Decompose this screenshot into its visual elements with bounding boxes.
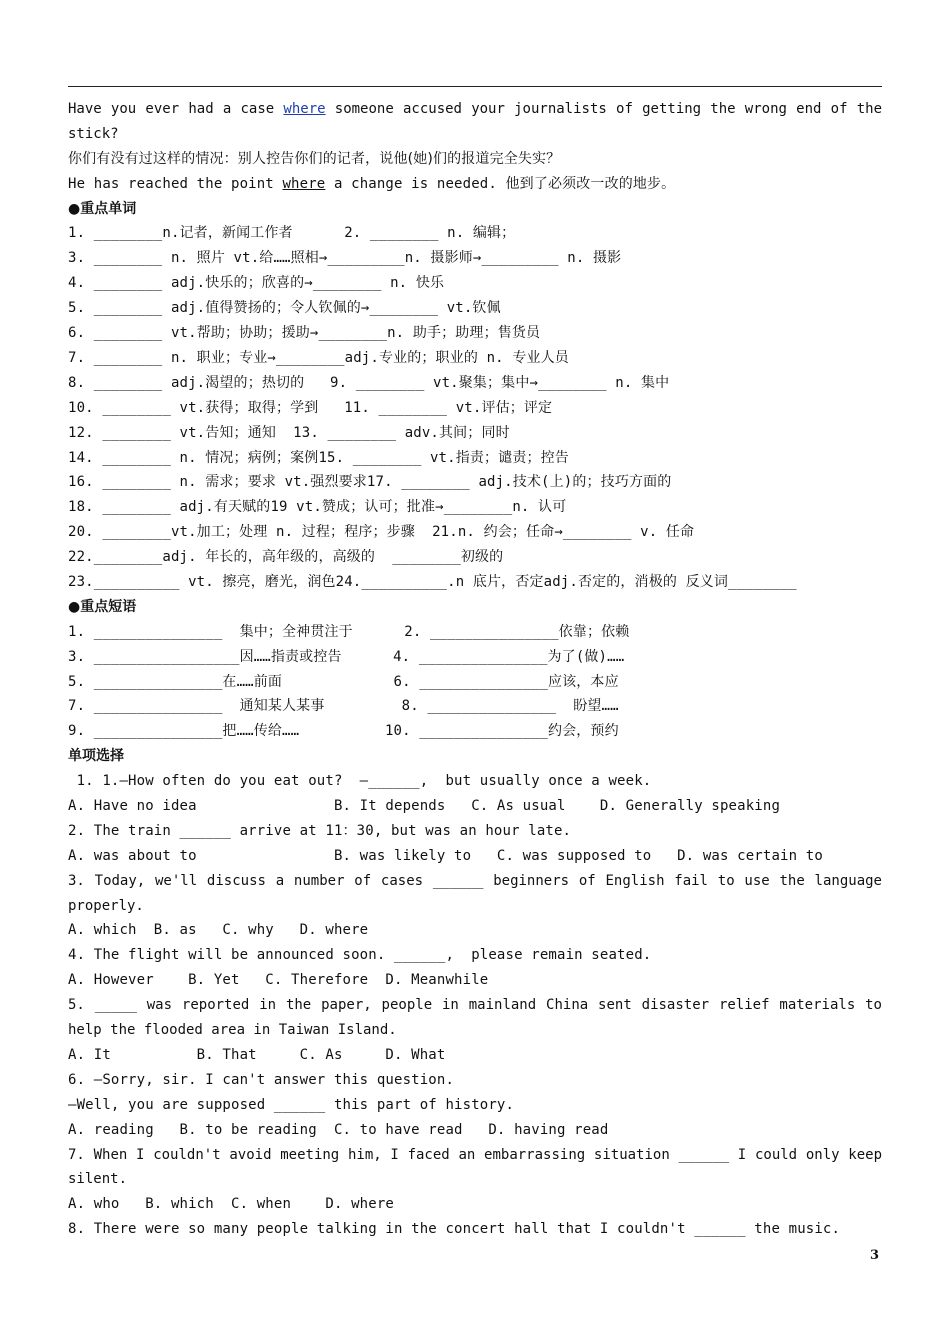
question-2: 2. The train ______ arrive at 11：30, but was an hour late. [68,822,572,839]
intro-text: a change is needed. 他到了必须改一改的地步。 [325,175,676,192]
vocab-line: 10. ________ vt.获得；取得；学到 11. ________ vt.评估；评定 [68,399,553,416]
question-4: 4. The flight will be announced soon. ______, please remain seated. [68,947,652,964]
question-8: 8. There were so many people talking in the concert hall that I couldn't ______ the music. [68,1221,841,1238]
vocab-line: 23.__________ vt. 擦亮，磨光，润色24.__________.n 底片，否定adj.否定的，消极的 反义词________ [68,573,797,590]
phrase-line: 7. _______________ 通知某人某事 8. _______________ 盼望…… [68,698,619,715]
intro-text: someone accused your journalists of getting the wrong end of the stick? [68,101,883,142]
question-2-options: A. was about to B. was likely to C. was supposed to D. was certain to [68,847,823,864]
phrase-line: 1. _______________ 集中；全神贯注于 2. _______________依靠；依赖 [68,623,630,640]
question-7-options: A. who B. which C. when D. where [68,1196,394,1213]
question-1-options: A. Have no idea B. It depends C. As usual D. Generally speaking [68,797,781,814]
question-5-options: A. It B. That C. As D. What [68,1046,446,1063]
question-3-options: A. which B. as C. why D. where [68,922,369,939]
vocab-line: 7. ________ n. 职业；专业→________adj.专业的；职业的 n. 专业人员 [68,349,569,366]
vocab-list [68,221,882,594]
where-link[interactable]: where [283,101,326,117]
intro-translation: 你们有没有过这样的情况：别人控告你们的记者，说他(她)们的报道完全失实？ [68,150,561,167]
vocab-line: 1. ________n.记者，新闻工作者 2. ________ n. 编辑； [68,225,516,242]
question-6: 6. —Sorry, sir. I can't answer this question. [68,1071,455,1088]
phrase-line: 3. _________________因……指责或控告 4. _______________为了(做)…… [68,648,625,665]
vocab-line: 20. ________vt.加工；处理 n. 过程；程序；步骤 21.n. 约会；任命→________ v. 任命 [68,524,695,541]
mcq-list [68,769,882,1242]
vocab-line: 3. ________ n. 照片 vt.给……照相→_________n. 摄影师→_________ n. 摄影 [68,250,622,267]
mcq-heading: 单项选择 [68,748,124,765]
vocab-line: 6. ________ vt.帮助；协助；援助→________n. 助手；助理；售货员 [68,325,541,342]
question-5: 5. _____ was reported in the paper, people in mainland China sent disaster relief materials to help the flooded area in Taiwan Island. [68,997,882,1039]
phrase-line: 5. _______________在……前面 6. _______________应该，本应 [68,673,619,690]
phrases-list [68,620,882,744]
intro-sentence-1 [68,97,882,147]
header-rule [68,86,882,87]
vocab-line: 22.________adj. 年长的，高年级的，高级的 ________初级的 [68,549,504,566]
intro-text: Have you ever had a case [68,101,284,117]
phrases-heading: ●重点短语 [68,598,137,615]
question-6-response: —Well, you are supposed ______ this part of history. [68,1096,515,1113]
page-number: 3 [870,1248,880,1263]
intro-sentence-2 [68,172,882,197]
page-content [68,97,882,1242]
vocab-heading: ●重点单词 [68,200,137,217]
phrase-line: 9. _______________把……传给…… 10. _______________约会，预约 [68,723,619,740]
vocab-line: 4. ________ adj.快乐的；欣喜的→________ n. 快乐 [68,275,445,292]
vocab-line: 14. ________ n. 情况；病例；案例15. ________ vt.指责；谴责；控告 [68,449,569,466]
vocab-line: 12. ________ vt.告知；通知 13. ________ adv.其间；同时 [68,424,510,441]
question-7: 7. When I couldn't avoid meeting him, I faced an embarrassing situation ______ I could only keep silent. [68,1146,882,1188]
vocab-line: 5. ________ adj.值得赞扬的；令人钦佩的→________ vt.钦佩 [68,300,501,317]
underlined-where: where [282,175,326,192]
question-3: 3. Today, we'll discuss a number of cases ______ beginners of English fail to use the language properly. [68,872,882,914]
question-1: 1. 1.—How often do you eat out? —______, but usually once a week. [68,773,652,790]
question-6-options: A. reading B. to be reading C. to have read D. having read [68,1121,609,1138]
intro-text: He has reached the point [68,175,283,192]
vocab-line: 18. ________ adj.有天赋的19 vt.赞成；认可；批准→________n. 认可 [68,499,567,516]
vocab-line: 8. ________ adj.渴望的；热切的 9. ________ vt.聚集；集中→________ n. 集中 [68,374,670,391]
vocab-line: 16. ________ n. 需求；要求 vt.强烈要求17. ________ adj.技术(上)的；技巧方面的 [68,474,672,491]
question-4-options: A. However B. Yet C. Therefore D. Meanwhile [68,972,489,989]
